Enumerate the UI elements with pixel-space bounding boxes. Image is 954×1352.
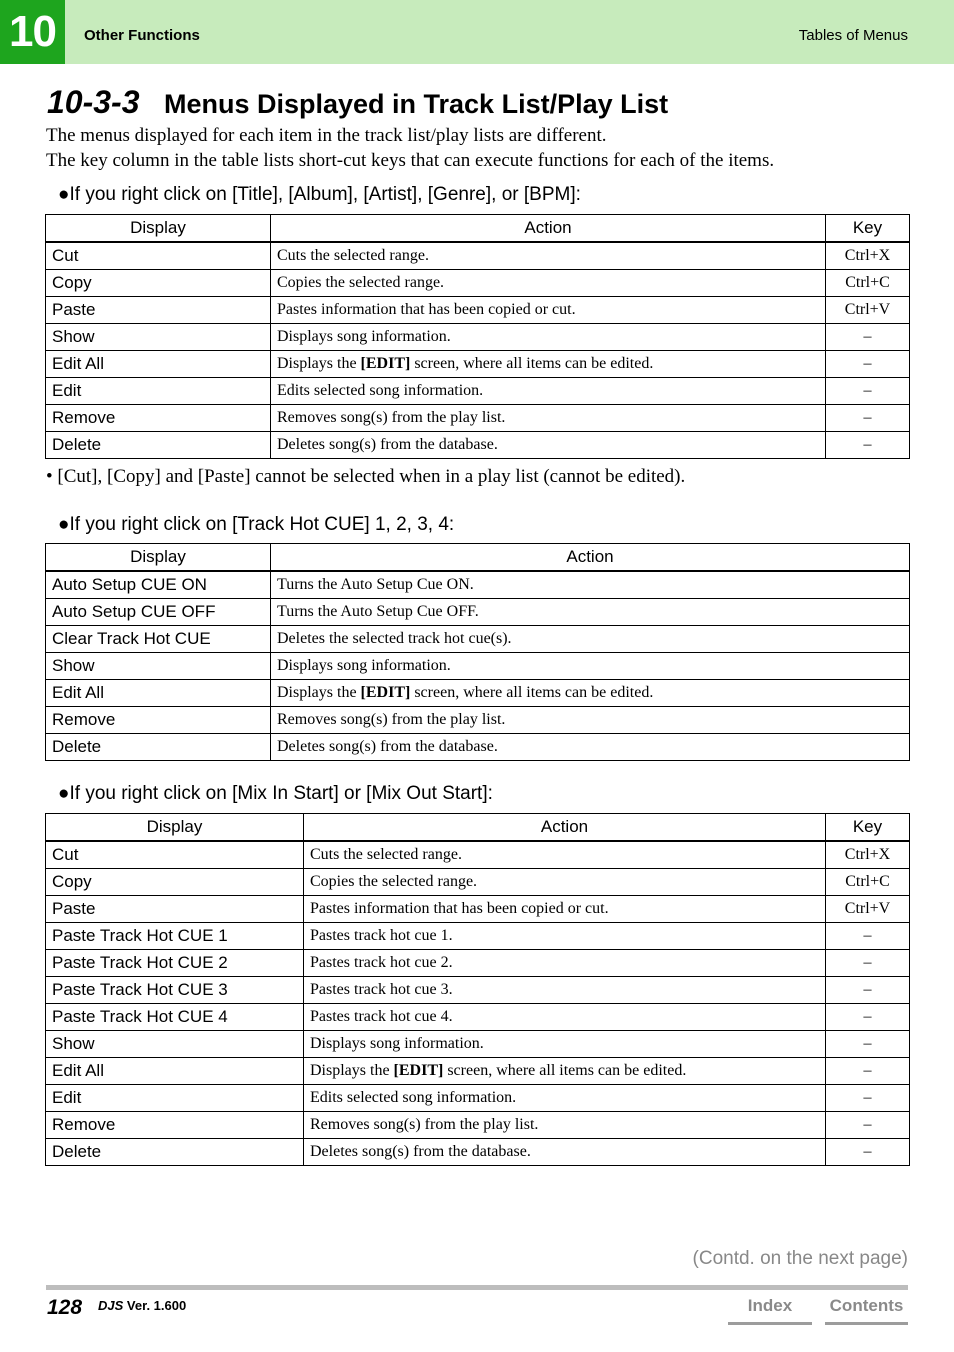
display-cell: Remove xyxy=(46,707,271,734)
action-keyword: [EDIT] xyxy=(393,1062,444,1079)
action-text: Removes song(s) from the play list. xyxy=(277,711,506,728)
section-heading xyxy=(47,84,668,121)
action-cell xyxy=(271,405,826,432)
key-cell: – xyxy=(826,432,910,459)
action-text: Pastes information that has been copied or cut. xyxy=(310,900,609,917)
intro-paragraph: The key column in the table lists short-cut keys that can execute functions for each of the items. xyxy=(46,150,775,171)
display-cell: Delete xyxy=(46,432,271,459)
key-cell: – xyxy=(826,1139,910,1166)
chapter-title: Other Functions xyxy=(84,27,200,44)
action-text: Edits selected song information. xyxy=(310,1089,517,1106)
display-cell: Show xyxy=(46,653,271,680)
action-cell xyxy=(271,378,826,405)
action-text: Pastes information that has been copied or cut. xyxy=(277,301,576,318)
table-row xyxy=(46,1058,910,1085)
display-cell: Auto Setup CUE ON xyxy=(46,571,271,599)
action-cell xyxy=(304,1139,826,1166)
display-cell: Paste Track Hot CUE 4 xyxy=(46,1004,304,1031)
table-row xyxy=(46,734,910,761)
table-row xyxy=(46,571,910,599)
key-cell: – xyxy=(826,324,910,351)
action-cell xyxy=(271,707,910,734)
column-header-display: Display xyxy=(46,544,271,572)
display-cell: Show xyxy=(46,1031,304,1058)
action-text: Removes song(s) from the play list. xyxy=(310,1116,539,1133)
action-text: Displays the xyxy=(277,684,361,701)
column-header-key: Key xyxy=(826,215,910,243)
display-cell: Paste Track Hot CUE 3 xyxy=(46,977,304,1004)
key-cell: Ctrl+V xyxy=(826,896,910,923)
key-cell: – xyxy=(826,1004,910,1031)
action-text: Removes song(s) from the play list. xyxy=(277,409,506,426)
display-cell: Edit All xyxy=(46,680,271,707)
table-row xyxy=(46,977,910,1004)
action-text: screen, where all items can be edited. xyxy=(410,355,654,372)
table-row xyxy=(46,405,910,432)
table-row xyxy=(46,896,910,923)
contents-button[interactable]: Contents xyxy=(825,1294,908,1325)
table-row xyxy=(46,242,910,270)
table-row xyxy=(46,1031,910,1058)
table-heading-title-album: ●If you right click on [Title], [Album], [Artist], [Genre], or [BPM]: xyxy=(58,184,581,205)
table-row xyxy=(46,378,910,405)
table-row xyxy=(46,599,910,626)
display-cell: Auto Setup CUE OFF xyxy=(46,599,271,626)
action-cell xyxy=(304,869,826,896)
column-header-key: Key xyxy=(826,814,910,842)
display-cell: Clear Track Hot CUE xyxy=(46,626,271,653)
action-text: Displays the xyxy=(277,355,361,372)
action-cell xyxy=(271,626,910,653)
key-cell: – xyxy=(826,405,910,432)
action-cell xyxy=(304,1031,826,1058)
key-cell: Ctrl+C xyxy=(826,869,910,896)
action-text: Cuts the selected range. xyxy=(277,247,429,264)
key-cell: – xyxy=(826,1031,910,1058)
display-cell: Show xyxy=(46,324,271,351)
action-text: Pastes track hot cue 3. xyxy=(310,981,453,998)
action-cell xyxy=(271,351,826,378)
table-header-row xyxy=(46,544,910,572)
table-row xyxy=(46,869,910,896)
table-row xyxy=(46,680,910,707)
display-cell: Paste xyxy=(46,297,271,324)
table-row xyxy=(46,297,910,324)
table-row xyxy=(46,950,910,977)
key-cell: – xyxy=(826,1085,910,1112)
display-cell: Copy xyxy=(46,270,271,297)
action-text: Displays song information. xyxy=(277,328,451,345)
action-cell xyxy=(304,977,826,1004)
action-cell xyxy=(304,1085,826,1112)
action-cell xyxy=(271,242,826,270)
footer-divider xyxy=(46,1285,908,1290)
table-header-row xyxy=(46,814,910,842)
action-text: Deletes song(s) from the database. xyxy=(310,1143,531,1160)
key-cell: – xyxy=(826,977,910,1004)
action-text: Deletes song(s) from the database. xyxy=(277,738,498,755)
action-text: Deletes the selected track hot cue(s). xyxy=(277,630,512,647)
action-text: Copies the selected range. xyxy=(310,873,478,890)
action-text: Displays song information. xyxy=(277,657,451,674)
chapter-number-badge: 10 xyxy=(0,0,65,64)
table-row xyxy=(46,923,910,950)
table-row xyxy=(46,324,910,351)
column-header-action: Action xyxy=(304,814,826,842)
key-cell: Ctrl+X xyxy=(826,841,910,869)
action-text: Displays song information. xyxy=(310,1035,484,1052)
table-row xyxy=(46,653,910,680)
table-row xyxy=(46,1085,910,1112)
action-cell xyxy=(271,571,910,599)
action-cell xyxy=(304,1112,826,1139)
section-number: 10-3-3 xyxy=(47,84,140,120)
display-cell: Paste Track Hot CUE 2 xyxy=(46,950,304,977)
key-cell: Ctrl+X xyxy=(826,242,910,270)
page-number: 128 xyxy=(47,1296,83,1319)
action-cell xyxy=(304,1058,826,1085)
action-keyword: [EDIT] xyxy=(360,355,411,372)
action-text: Pastes track hot cue 2. xyxy=(310,954,453,971)
section-link-tables-of-menus[interactable]: Tables of Menus xyxy=(798,27,908,44)
table-heading-mix-start: ●If you right click on [Mix In Start] or [Mix Out Start]: xyxy=(58,783,493,804)
version-label xyxy=(98,1298,186,1313)
action-keyword: [EDIT] xyxy=(360,684,411,701)
key-cell: – xyxy=(826,1112,910,1139)
table-row xyxy=(46,432,910,459)
action-cell xyxy=(304,950,826,977)
action-cell xyxy=(304,896,826,923)
action-text: Pastes track hot cue 1. xyxy=(310,927,453,944)
table-row xyxy=(46,1112,910,1139)
note-text: • [Cut], [Copy] and [Paste] cannot be selected when in a play list (cannot be edited). xyxy=(46,466,686,487)
action-cell xyxy=(304,923,826,950)
table-heading-track-hot-cue: ●If you right click on [Track Hot CUE] 1, 2, 3, 4: xyxy=(58,514,455,535)
action-cell xyxy=(271,734,910,761)
display-cell: Edit All xyxy=(46,1058,304,1085)
index-button[interactable]: Index xyxy=(728,1294,812,1325)
table-header-row xyxy=(46,215,910,243)
action-cell xyxy=(271,599,910,626)
product-name: DJS xyxy=(98,1298,124,1313)
key-cell: Ctrl+C xyxy=(826,270,910,297)
table-row xyxy=(46,1004,910,1031)
version-number: Ver. 1.600 xyxy=(126,1298,187,1313)
display-cell: Paste xyxy=(46,896,304,923)
action-cell xyxy=(304,1004,826,1031)
menu-table-title-album xyxy=(45,214,910,459)
key-cell: – xyxy=(826,950,910,977)
table-row xyxy=(46,270,910,297)
key-cell: – xyxy=(826,923,910,950)
action-text: screen, where all items can be edited. xyxy=(443,1062,687,1079)
table-row xyxy=(46,841,910,869)
action-cell xyxy=(304,841,826,869)
action-cell xyxy=(271,324,826,351)
display-cell: Edit All xyxy=(46,351,271,378)
action-cell xyxy=(271,680,910,707)
action-text: Turns the Auto Setup Cue ON. xyxy=(277,576,474,593)
display-cell: Paste Track Hot CUE 1 xyxy=(46,923,304,950)
action-text: Turns the Auto Setup Cue OFF. xyxy=(277,603,479,620)
action-text: Pastes track hot cue 4. xyxy=(310,1008,453,1025)
key-cell: – xyxy=(826,351,910,378)
action-text: Deletes song(s) from the database. xyxy=(277,436,498,453)
section-title: Menus Displayed in Track List/Play List xyxy=(163,89,669,119)
action-cell xyxy=(271,653,910,680)
action-text: Edits selected song information. xyxy=(277,382,484,399)
key-cell: – xyxy=(826,378,910,405)
table-row xyxy=(46,626,910,653)
column-header-display: Display xyxy=(46,215,271,243)
column-header-action: Action xyxy=(271,544,910,572)
display-cell: Edit xyxy=(46,1085,304,1112)
menu-table-mix-start xyxy=(45,813,910,1166)
key-cell: Ctrl+V xyxy=(826,297,910,324)
continued-note: (Contd. on the next page) xyxy=(692,1248,908,1269)
display-cell: Remove xyxy=(46,405,271,432)
table-row xyxy=(46,707,910,734)
display-cell: Delete xyxy=(46,734,271,761)
intro-text xyxy=(46,123,926,173)
display-cell: Edit xyxy=(46,378,271,405)
menu-table-track-hot-cue xyxy=(45,543,910,761)
action-cell xyxy=(271,432,826,459)
key-cell: – xyxy=(826,1058,910,1085)
table-row xyxy=(46,351,910,378)
display-cell: Delete xyxy=(46,1139,304,1166)
action-text: Copies the selected range. xyxy=(277,274,445,291)
display-cell: Cut xyxy=(46,242,271,270)
intro-paragraph: The menus displayed for each item in the track list/play lists are different. xyxy=(46,125,607,146)
column-header-action: Action xyxy=(271,215,826,243)
action-cell xyxy=(271,297,826,324)
action-text: Cuts the selected range. xyxy=(310,846,462,863)
display-cell: Remove xyxy=(46,1112,304,1139)
action-text: Displays the xyxy=(310,1062,394,1079)
action-text: screen, where all items can be edited. xyxy=(410,684,654,701)
column-header-display: Display xyxy=(46,814,304,842)
display-cell: Copy xyxy=(46,869,304,896)
action-cell xyxy=(271,270,826,297)
table-row xyxy=(46,1139,910,1166)
display-cell: Cut xyxy=(46,841,304,869)
